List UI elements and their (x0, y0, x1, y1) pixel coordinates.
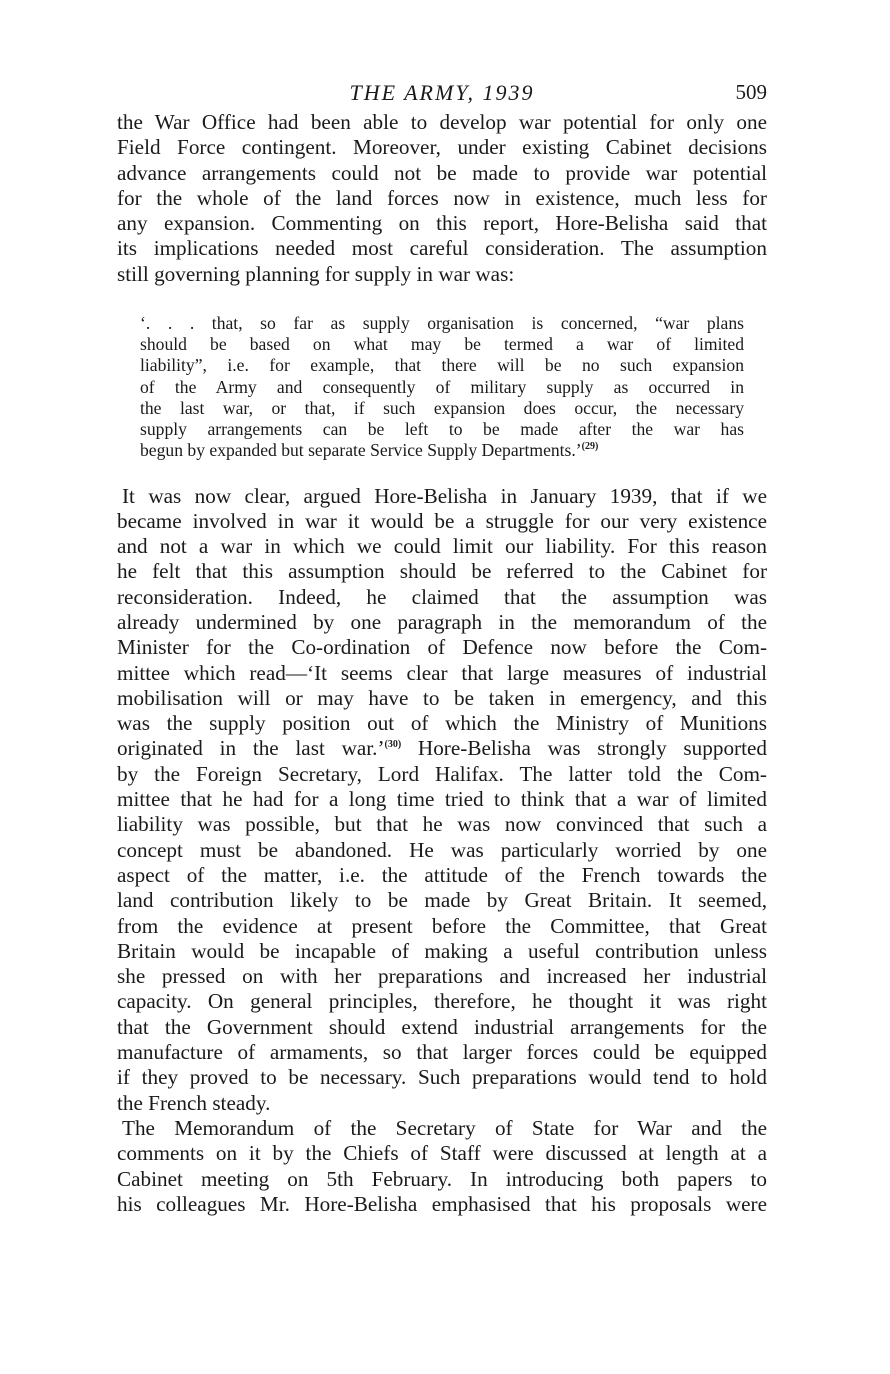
text-line: he felt that this assumption should be referred to the Cabinet for (117, 559, 767, 584)
text-line: already undermined by one paragraph in the memorandum of the (117, 609, 767, 634)
text-line: land contribution likely to be made by Great Britain. It seemed, (117, 888, 767, 913)
text-line-indented: The Memorandum of the Secretary of State for War and the (122, 1115, 767, 1140)
text-after-footnote: Hore-Belisha was strongly supported (401, 736, 767, 761)
text-line: aspect of the matter, i.e. the attitude of the French towards the (117, 862, 767, 887)
text-line: the War Office had been able to develop war potential for only one (117, 110, 767, 134)
quote-line: should be based on what may be termed a war of limited (140, 334, 744, 355)
text-line: capacity. On general principles, therefore, he thought it was right (117, 989, 767, 1014)
running-head (117, 80, 767, 110)
text-line: manufacture of armaments, so that larger forces could be equipped (117, 1040, 767, 1065)
text-line: advance arrangements could not be made to provide war potential (117, 160, 767, 185)
text-line: and not a war in which we could limit our liability. For this reason (117, 534, 767, 559)
text-line: mobilisation will or may have to be taken in emergency, and this (117, 685, 767, 710)
text-line: any expansion. Commenting on this report, Hore-Belisha said that (117, 211, 767, 236)
text-line-with-footnote (117, 736, 767, 761)
text-before-footnote: originated in the last war.’ (117, 736, 385, 761)
book-page (117, 80, 767, 1217)
text-line: if they proved to be necessary. Such preparations would tend to hold (117, 1065, 767, 1090)
text-line: Minister for the Co-ordination of Defence now before the Com- (117, 635, 767, 660)
text-line: she pressed on with her preparations and increased her industrial (117, 964, 767, 989)
footnote-ref-29: (29) (581, 441, 599, 453)
text-line: Cabinet meeting on 5th February. In introducing both papers to (117, 1166, 767, 1191)
paragraph-1 (117, 110, 767, 287)
text-line: Field Force contingent. Moreover, under existing Cabinet decisions (117, 135, 767, 160)
text-line: was the supply position out of which the Ministry of Munitions (117, 711, 767, 736)
text-line: comments on it by the Chiefs of Staff were discussed at length at a (117, 1141, 767, 1166)
text-line: that the Government should extend industrial arrangements for the (117, 1014, 767, 1039)
quote-line: of the Army and consequently of military supply as occurred in (140, 376, 744, 397)
text-line: concept must be abandoned. He was particularly worried by one (117, 837, 767, 862)
quote-line: liability”, i.e. for example, that there will be no such expansion (140, 355, 744, 376)
text-line: its implications needed most careful consideration. The assumption (117, 236, 767, 261)
text-line: became involved in war it would be a struggle for our very existence (117, 508, 767, 533)
running-title: THE ARMY, 1939 (349, 80, 535, 105)
paragraph-3 (117, 1116, 767, 1217)
block-quote (140, 313, 744, 461)
footnote-ref-30: (30) (384, 739, 402, 751)
quote-line-last (140, 440, 744, 461)
text-line: the French steady. (117, 1090, 271, 1115)
paragraph-2 (117, 484, 767, 1116)
text-line: reconsideration. Indeed, he claimed that the assumption was (117, 584, 767, 609)
quote-line: the last war, or that, if such expansion does occur, the necessary (140, 397, 744, 418)
text-line: mittee which read—‘It seems clear that large measures of industrial (117, 660, 767, 685)
text-line: mittee that he had for a long time tried to think that a war of limited (117, 787, 767, 812)
text-line: for the whole of the land forces now in existence, much less for (117, 185, 767, 210)
quote-line: ‘. . . that, so far as supply organisation is concerned, “war plans (140, 313, 744, 334)
text-line: liability was possible, but that he was now convinced that such a (117, 812, 767, 837)
text-line: by the Foreign Secretary, Lord Halifax. The latter told the Com- (117, 761, 767, 786)
text-line: still governing planning for supply in war was: (117, 261, 515, 286)
text-line-indented: It was now clear, argued Hore-Belisha in January 1939, that if we (122, 483, 767, 508)
page-number: 509 (735, 80, 767, 104)
text-line: from the evidence at present before the Committee, that Great (117, 913, 767, 938)
text-line: Britain would be incapable of making a useful contribution unless (117, 938, 767, 963)
text-line: his colleagues Mr. Hore-Belisha emphasised that his proposals were (117, 1191, 767, 1216)
quote-line: supply arrangements can be left to be made after the war has (140, 419, 744, 440)
quote-text: begun by expanded but separate Service Supply Departments.’ (140, 440, 582, 461)
